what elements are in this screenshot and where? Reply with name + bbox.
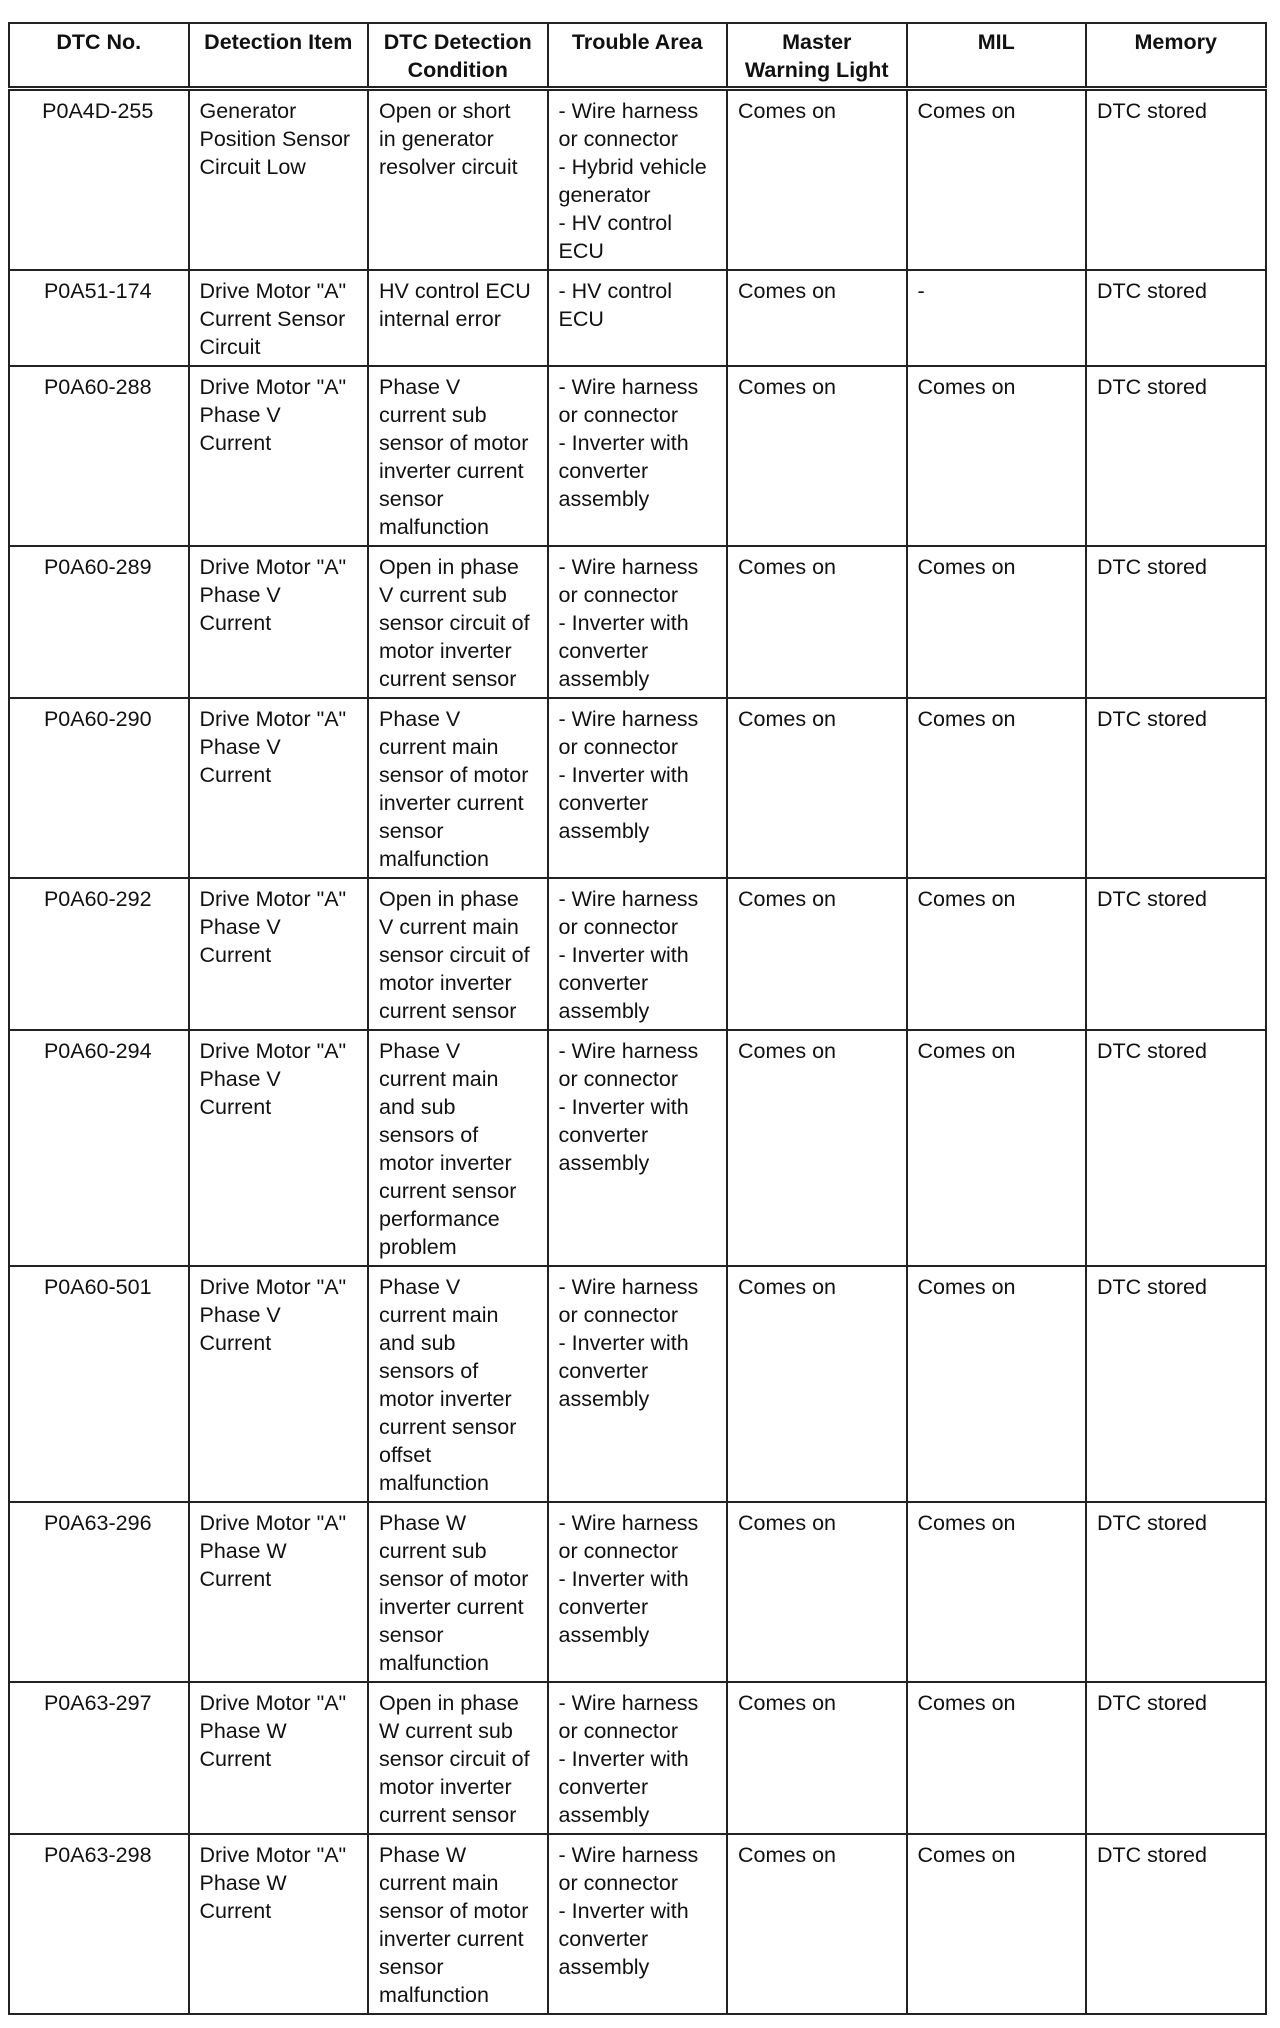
master-warning-light-cell: Comes on bbox=[727, 1682, 907, 1834]
header-line: Trouble Area bbox=[571, 30, 703, 54]
cell-line: converter bbox=[558, 1123, 649, 1147]
memory-cell: DTC stored bbox=[1086, 698, 1266, 878]
table-row bbox=[9, 878, 1266, 1030]
cell-line: converter bbox=[558, 459, 649, 483]
header-line: DTC No. bbox=[56, 30, 142, 54]
memory-cell: DTC stored bbox=[1086, 1502, 1266, 1682]
cell-line: current sensor bbox=[379, 667, 517, 691]
table-body bbox=[9, 89, 1266, 2015]
detection-condition-cell bbox=[368, 366, 548, 546]
memory-cell: DTC stored bbox=[1086, 366, 1266, 546]
cell-line: inverter current bbox=[379, 1595, 524, 1619]
cell-line: Phase V bbox=[379, 707, 461, 731]
cell-line: current main bbox=[379, 735, 499, 759]
table-row bbox=[9, 1030, 1266, 1266]
header-line: Memory bbox=[1134, 30, 1217, 54]
mil-cell: Comes on bbox=[907, 366, 1087, 546]
detection-item-cell bbox=[189, 698, 369, 878]
dtc-table bbox=[8, 22, 1267, 2015]
master-warning-light-cell: Comes on bbox=[727, 1030, 907, 1266]
memory-cell: DTC stored bbox=[1086, 270, 1266, 366]
cell-line: or connector bbox=[558, 127, 679, 151]
detection-item-cell bbox=[189, 89, 369, 271]
mil-cell: Comes on bbox=[907, 1266, 1087, 1502]
cell-line: converter bbox=[558, 639, 649, 663]
cell-line: or connector bbox=[558, 1719, 679, 1743]
cell-line: performance bbox=[379, 1207, 500, 1231]
trouble-area-cell bbox=[548, 698, 728, 878]
table-row bbox=[9, 89, 1266, 271]
cell-line: resolver circuit bbox=[379, 155, 518, 179]
cell-line: Current bbox=[199, 611, 272, 635]
cell-line: sensor of motor bbox=[379, 431, 529, 455]
cell-line: - Wire harness bbox=[558, 1691, 699, 1715]
cell-line: or connector bbox=[558, 915, 679, 939]
cell-line: assembly bbox=[558, 487, 650, 511]
cell-line: assembly bbox=[558, 667, 650, 691]
detection-condition-header bbox=[368, 23, 548, 89]
cell-line: Drive Motor "A" bbox=[199, 279, 347, 303]
table-row bbox=[9, 1502, 1266, 1682]
cell-line: or connector bbox=[558, 1303, 679, 1327]
cell-line: - Inverter with bbox=[558, 1747, 689, 1771]
cell-line: Drive Motor "A" bbox=[199, 375, 347, 399]
cell-line: HV control ECU bbox=[379, 279, 531, 303]
cell-line: - Wire harness bbox=[558, 555, 699, 579]
cell-line: - HV control bbox=[558, 211, 673, 235]
mil-cell: Comes on bbox=[907, 1682, 1087, 1834]
cell-line: sensor of motor bbox=[379, 1899, 529, 1923]
header-line: Detection Item bbox=[204, 30, 353, 54]
cell-line: Phase V bbox=[379, 1039, 461, 1063]
cell-line: Phase V bbox=[199, 735, 281, 759]
table-row bbox=[9, 1834, 1266, 2014]
table-header-row bbox=[9, 23, 1266, 89]
cell-line: internal error bbox=[379, 307, 501, 331]
table-row bbox=[9, 546, 1266, 698]
cell-line: Drive Motor "A" bbox=[199, 1275, 347, 1299]
cell-line: Drive Motor "A" bbox=[199, 887, 347, 911]
cell-line: V current main bbox=[379, 915, 519, 939]
cell-line: sensor bbox=[379, 487, 444, 511]
mil-cell: Comes on bbox=[907, 878, 1087, 1030]
cell-line: current sensor bbox=[379, 1803, 517, 1827]
cell-line: Current bbox=[199, 1331, 272, 1355]
master-warning-light-cell: Comes on bbox=[727, 1266, 907, 1502]
trouble-area-cell bbox=[548, 546, 728, 698]
dtc-no-cell: P0A60-501 bbox=[9, 1266, 189, 1502]
cell-line: or connector bbox=[558, 403, 679, 427]
cell-line: - Inverter with bbox=[558, 611, 689, 635]
mil-header bbox=[907, 23, 1087, 89]
cell-line: Phase W bbox=[379, 1511, 467, 1535]
memory-cell: DTC stored bbox=[1086, 1834, 1266, 2014]
cell-line: - Inverter with bbox=[558, 431, 689, 455]
cell-line: assembly bbox=[558, 999, 650, 1023]
cell-line: or connector bbox=[558, 583, 679, 607]
cell-line: motor inverter bbox=[379, 1775, 512, 1799]
cell-line: Drive Motor "A" bbox=[199, 555, 347, 579]
cell-line: ECU bbox=[558, 307, 604, 331]
cell-line: sensors of bbox=[379, 1359, 479, 1383]
memory-header bbox=[1086, 23, 1266, 89]
header-line: MIL bbox=[977, 30, 1015, 54]
cell-line: Phase W bbox=[199, 1539, 287, 1563]
cell-line: - Inverter with bbox=[558, 763, 689, 787]
cell-line: assembly bbox=[558, 1151, 650, 1175]
cell-line: Phase W bbox=[199, 1719, 287, 1743]
cell-line: Circuit bbox=[199, 335, 261, 359]
cell-line: Current bbox=[199, 1899, 272, 1923]
cell-line: Drive Motor "A" bbox=[199, 1691, 347, 1715]
detection-item-cell bbox=[189, 1266, 369, 1502]
cell-line: current main bbox=[379, 1067, 499, 1091]
cell-line: Position Sensor bbox=[199, 127, 351, 151]
mil-cell: - bbox=[907, 270, 1087, 366]
trouble-area-header bbox=[548, 23, 728, 89]
memory-cell: DTC stored bbox=[1086, 546, 1266, 698]
cell-line: current sub bbox=[379, 403, 487, 427]
cell-line: motor inverter bbox=[379, 971, 512, 995]
trouble-area-cell bbox=[548, 366, 728, 546]
dtc-no-cell: P0A63-298 bbox=[9, 1834, 189, 2014]
memory-cell: DTC stored bbox=[1086, 1030, 1266, 1266]
cell-line: current main bbox=[379, 1303, 499, 1327]
cell-line: malfunction bbox=[379, 1983, 489, 2007]
cell-line: Generator bbox=[199, 99, 297, 123]
detection-condition-cell bbox=[368, 1030, 548, 1266]
cell-line: sensor of motor bbox=[379, 1567, 529, 1591]
cell-line: assembly bbox=[558, 1803, 650, 1827]
cell-line: in generator bbox=[379, 127, 494, 151]
memory-cell: DTC stored bbox=[1086, 89, 1266, 271]
master-warning-light-cell: Comes on bbox=[727, 366, 907, 546]
detection-item-cell bbox=[189, 1834, 369, 2014]
table-row bbox=[9, 1266, 1266, 1502]
cell-line: Current bbox=[199, 431, 272, 455]
cell-line: malfunction bbox=[379, 1651, 489, 1675]
cell-line: - Wire harness bbox=[558, 1843, 699, 1867]
detection-item-cell bbox=[189, 1502, 369, 1682]
cell-line: Circuit Low bbox=[199, 155, 306, 179]
memory-cell: DTC stored bbox=[1086, 1266, 1266, 1502]
cell-line: converter bbox=[558, 791, 649, 815]
dtc-no-cell: P0A60-294 bbox=[9, 1030, 189, 1266]
dtc-no-cell: P0A60-288 bbox=[9, 366, 189, 546]
cell-line: generator bbox=[558, 183, 651, 207]
header-line: Warning Light bbox=[744, 58, 889, 82]
cell-line: sensor of motor bbox=[379, 763, 529, 787]
master-warning-light-cell: Comes on bbox=[727, 89, 907, 271]
cell-line: or connector bbox=[558, 735, 679, 759]
mil-cell: Comes on bbox=[907, 89, 1087, 271]
cell-line: inverter current bbox=[379, 459, 524, 483]
detection-item-cell bbox=[189, 878, 369, 1030]
dtc-no-cell: P0A51-174 bbox=[9, 270, 189, 366]
cell-line: assembly bbox=[558, 1623, 650, 1647]
trouble-area-cell bbox=[548, 1502, 728, 1682]
cell-line: - Wire harness bbox=[558, 887, 699, 911]
cell-line: - Hybrid vehicle bbox=[558, 155, 707, 179]
cell-line: assembly bbox=[558, 1955, 650, 1979]
detection-item-cell bbox=[189, 1682, 369, 1834]
master-warning-light-cell: Comes on bbox=[727, 878, 907, 1030]
detection-condition-cell bbox=[368, 878, 548, 1030]
detection-item-header bbox=[189, 23, 369, 89]
cell-line: motor inverter bbox=[379, 1151, 512, 1175]
cell-line: converter bbox=[558, 971, 649, 995]
master-warning-light-cell: Comes on bbox=[727, 1502, 907, 1682]
cell-line: Phase V bbox=[199, 583, 281, 607]
cell-line: malfunction bbox=[379, 847, 489, 871]
cell-line: Phase V bbox=[379, 375, 461, 399]
table-row bbox=[9, 270, 1266, 366]
detection-condition-cell bbox=[368, 1682, 548, 1834]
cell-line: Drive Motor "A" bbox=[199, 1843, 347, 1867]
dtc-no-cell: P0A63-296 bbox=[9, 1502, 189, 1682]
detection-condition-cell bbox=[368, 89, 548, 271]
cell-line: Current bbox=[199, 1747, 272, 1771]
cell-line: current main bbox=[379, 1871, 499, 1895]
trouble-area-cell bbox=[548, 1030, 728, 1266]
dtc-no-header bbox=[9, 23, 189, 89]
cell-line: offset bbox=[379, 1443, 432, 1467]
detection-condition-cell bbox=[368, 698, 548, 878]
cell-line: Current bbox=[199, 1095, 272, 1119]
cell-line: - Inverter with bbox=[558, 943, 689, 967]
detection-condition-cell bbox=[368, 1502, 548, 1682]
cell-line: current sensor bbox=[379, 999, 517, 1023]
cell-line: assembly bbox=[558, 819, 650, 843]
table-row bbox=[9, 366, 1266, 546]
cell-line: sensor circuit of bbox=[379, 611, 530, 635]
cell-line: current sub bbox=[379, 1539, 487, 1563]
trouble-area-cell bbox=[548, 1266, 728, 1502]
trouble-area-cell bbox=[548, 89, 728, 271]
cell-line: converter bbox=[558, 1927, 649, 1951]
cell-line: converter bbox=[558, 1775, 649, 1799]
cell-line: Open in phase bbox=[379, 887, 519, 911]
header-line: Master bbox=[782, 30, 852, 54]
cell-line: Phase V bbox=[199, 1303, 281, 1327]
cell-line: Open in phase bbox=[379, 1691, 519, 1715]
detection-item-cell bbox=[189, 366, 369, 546]
detection-item-cell bbox=[189, 546, 369, 698]
memory-cell: DTC stored bbox=[1086, 1682, 1266, 1834]
cell-line: sensor bbox=[379, 1955, 444, 1979]
cell-line: malfunction bbox=[379, 515, 489, 539]
header-line: DTC Detection bbox=[383, 30, 532, 54]
dtc-no-cell: P0A63-297 bbox=[9, 1682, 189, 1834]
cell-line: and sub bbox=[379, 1331, 456, 1355]
detection-item-cell bbox=[189, 270, 369, 366]
trouble-area-cell bbox=[548, 270, 728, 366]
cell-line: Drive Motor "A" bbox=[199, 707, 347, 731]
cell-line: converter bbox=[558, 1359, 649, 1383]
cell-line: motor inverter bbox=[379, 1387, 512, 1411]
detection-condition-cell bbox=[368, 546, 548, 698]
cell-line: - Inverter with bbox=[558, 1567, 689, 1591]
cell-line: - Wire harness bbox=[558, 1275, 699, 1299]
detection-condition-cell bbox=[368, 1266, 548, 1502]
cell-line: - Inverter with bbox=[558, 1899, 689, 1923]
cell-line: Phase V bbox=[199, 915, 281, 939]
cell-line: current sensor bbox=[379, 1179, 517, 1203]
cell-line: sensor circuit of bbox=[379, 1747, 530, 1771]
cell-line: sensor bbox=[379, 819, 444, 843]
cell-line: - Wire harness bbox=[558, 1511, 699, 1535]
cell-line: Open in phase bbox=[379, 555, 519, 579]
cell-line: or connector bbox=[558, 1871, 679, 1895]
cell-line: Drive Motor "A" bbox=[199, 1039, 347, 1063]
cell-line: ECU bbox=[558, 239, 604, 263]
cell-line: Current bbox=[199, 763, 272, 787]
cell-line: or connector bbox=[558, 1067, 679, 1091]
dtc-no-cell: P0A60-292 bbox=[9, 878, 189, 1030]
cell-line: V current sub bbox=[379, 583, 507, 607]
table-row bbox=[9, 1682, 1266, 1834]
cell-line: or connector bbox=[558, 1539, 679, 1563]
cell-line: - HV control bbox=[558, 279, 673, 303]
mil-cell: Comes on bbox=[907, 546, 1087, 698]
cell-line: - Wire harness bbox=[558, 1039, 699, 1063]
cell-line: assembly bbox=[558, 1387, 650, 1411]
cell-line: Phase V bbox=[199, 403, 281, 427]
master-warning-light-header bbox=[727, 23, 907, 89]
detection-condition-cell bbox=[368, 1834, 548, 2014]
header-line: Condition bbox=[407, 58, 508, 82]
master-warning-light-cell: Comes on bbox=[727, 270, 907, 366]
cell-line: motor inverter bbox=[379, 639, 512, 663]
detection-condition-cell bbox=[368, 270, 548, 366]
cell-line: - Wire harness bbox=[558, 99, 699, 123]
cell-line: Phase V bbox=[379, 1275, 461, 1299]
mil-cell: Comes on bbox=[907, 1834, 1087, 2014]
cell-line: inverter current bbox=[379, 1927, 524, 1951]
cell-line: Current bbox=[199, 943, 272, 967]
trouble-area-cell bbox=[548, 878, 728, 1030]
cell-line: inverter current bbox=[379, 791, 524, 815]
cell-line: problem bbox=[379, 1235, 457, 1259]
cell-line: Phase W bbox=[379, 1843, 467, 1867]
master-warning-light-cell: Comes on bbox=[727, 546, 907, 698]
cell-line: Current Sensor bbox=[199, 307, 346, 331]
cell-line: current sensor bbox=[379, 1415, 517, 1439]
master-warning-light-cell: Comes on bbox=[727, 698, 907, 878]
cell-line: - Wire harness bbox=[558, 707, 699, 731]
cell-line: Drive Motor "A" bbox=[199, 1511, 347, 1535]
table-row bbox=[9, 698, 1266, 878]
cell-line: converter bbox=[558, 1595, 649, 1619]
mil-cell: Comes on bbox=[907, 1502, 1087, 1682]
cell-line: sensor bbox=[379, 1623, 444, 1647]
master-warning-light-cell: Comes on bbox=[727, 1834, 907, 2014]
cell-line: - Wire harness bbox=[558, 375, 699, 399]
detection-item-cell bbox=[189, 1030, 369, 1266]
cell-line: Open or short bbox=[379, 99, 511, 123]
dtc-no-cell: P0A60-289 bbox=[9, 546, 189, 698]
cell-line: Current bbox=[199, 1567, 272, 1591]
cell-line: W current sub bbox=[379, 1719, 513, 1743]
dtc-no-cell: P0A4D-255 bbox=[9, 89, 189, 271]
mil-cell: Comes on bbox=[907, 698, 1087, 878]
memory-cell: DTC stored bbox=[1086, 878, 1266, 1030]
cell-line: Phase W bbox=[199, 1871, 287, 1895]
cell-line: sensor circuit of bbox=[379, 943, 530, 967]
trouble-area-cell bbox=[548, 1682, 728, 1834]
dtc-no-cell: P0A60-290 bbox=[9, 698, 189, 878]
cell-line: malfunction bbox=[379, 1471, 489, 1495]
cell-line: and sub bbox=[379, 1095, 456, 1119]
cell-line: - Inverter with bbox=[558, 1331, 689, 1355]
cell-line: - Inverter with bbox=[558, 1095, 689, 1119]
trouble-area-cell bbox=[548, 1834, 728, 2014]
cell-line: Phase V bbox=[199, 1067, 281, 1091]
mil-cell: Comes on bbox=[907, 1030, 1087, 1266]
cell-line: sensors of bbox=[379, 1123, 479, 1147]
